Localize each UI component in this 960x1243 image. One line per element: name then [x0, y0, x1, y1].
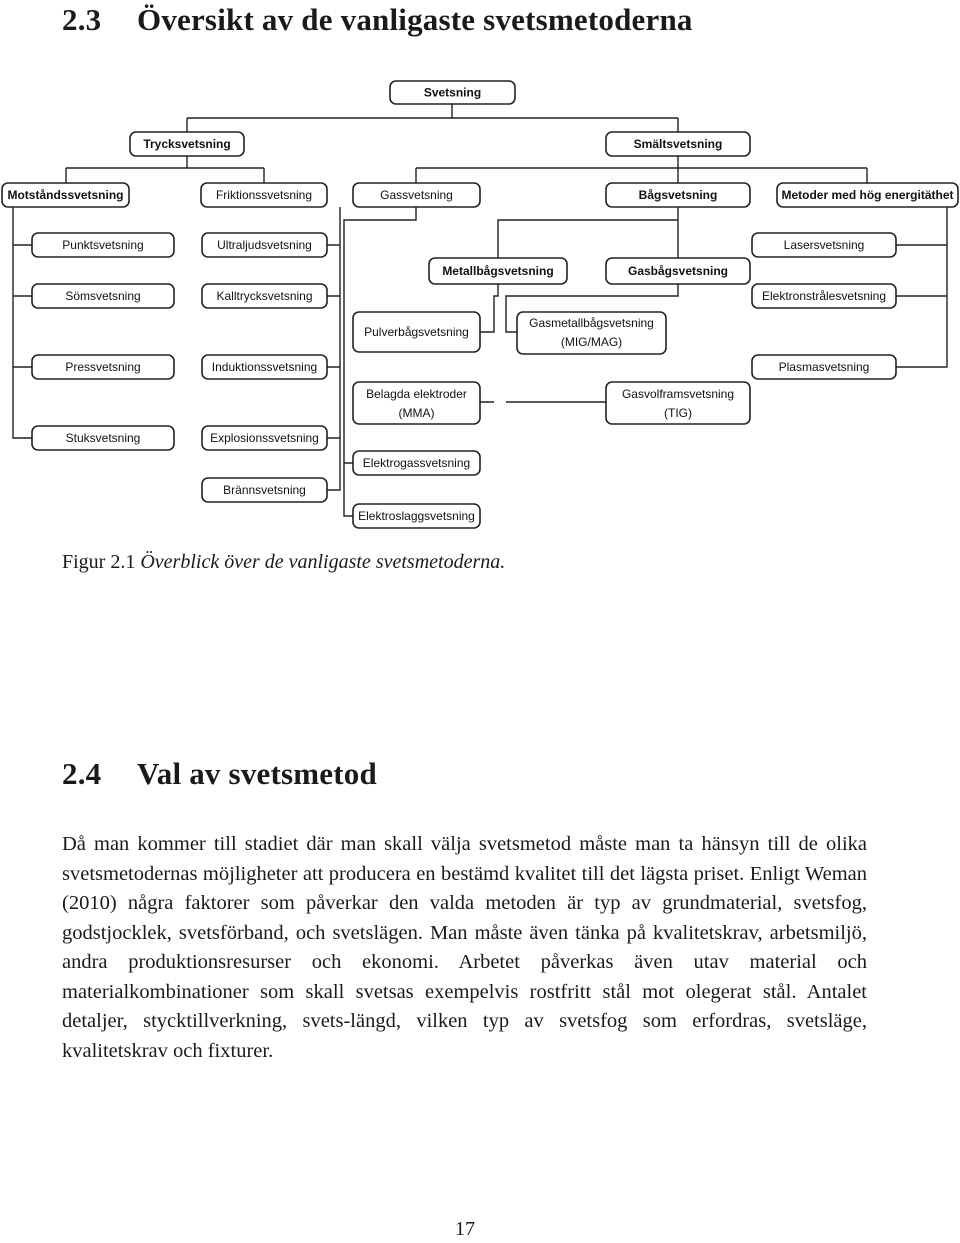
box-gasmetallbagsvetsning [517, 312, 666, 354]
box-gasbagsvetsning [606, 258, 750, 284]
box-gasvolframsvetsning [606, 382, 750, 424]
section-heading-2-3 [62, 2, 693, 38]
box-kalltrycksvetsning [202, 284, 327, 308]
box-smaltsvetsning [606, 132, 750, 156]
box-belagda-elektroder [353, 382, 480, 424]
box-label: Belagda elektroder [366, 387, 467, 401]
box-trycksvetsning [130, 132, 244, 156]
box-explosionssvetsning [202, 426, 327, 450]
box-label: Trycksvetsning [143, 137, 231, 151]
box-induktionssvetsning [202, 355, 327, 379]
box-label: Kalltrycksvetsning [216, 289, 313, 303]
box-metallbagsvetsning [429, 258, 567, 284]
body-paragraph: Då man kommer till stadiet där man skall välja svetsmetod måste man ta hänsyn till de olika svetsmetodernas möjligheter att producera en bestämd kvalitet till det lägsta priset. Enligt Weman (2010) några faktorer som påverkar den valda metoden är typ av grundmaterial, svetsfog, godstjocklek, svetsförband, och svetslägen. Man måste även tänka på kvalitetskrav, arbetsmiljö, andra produktionsresurser och ekonomi. Arbetet påverkas även utav material och materialkombinationer som skall svetsas exempelvis rostfritt stål mot olegerat stål. Antalet detaljer, stycktillverkning, svets-längd, vilken typ av svetsfog som erfordras, svetsläge, kvalitetskrav och fixturer. [62, 833, 867, 1062]
section-title: Översikt av de vanligaste svetsmetoderna [137, 2, 693, 37]
box-somsvetsning [32, 284, 174, 308]
box-label: Elektronstrålesvetsning [761, 289, 887, 303]
box-pressvetsning [32, 355, 174, 379]
box-label: Elektroslaggsvetsning [358, 509, 475, 523]
caption-label: Figur 2.1 [62, 551, 136, 573]
box-label: Gasvolframsvetsning [621, 387, 735, 401]
box-label: Bågsvetsning [638, 188, 718, 202]
box-label: Gasmetallbågsvetsning [529, 316, 654, 330]
box-label: Ultraljudsvetsning [217, 238, 312, 252]
box-plasmasvetsning [752, 355, 896, 379]
box-svetsning [390, 81, 515, 104]
box-friktionssvetsning [201, 183, 327, 207]
box-pulverbagsvetsning [353, 312, 480, 352]
caption-text: Överblick över de vanligaste svetsmetoderna. [140, 551, 506, 573]
box-brannsvetsning [202, 478, 327, 502]
box-label: Pulverbågsvetsning [364, 325, 469, 339]
box-label: Sömsvetsning [65, 289, 141, 303]
box-label: Svetsning [423, 85, 482, 100]
box-label: Gassvetsning [380, 188, 453, 202]
page-number: 17 [455, 1218, 475, 1240]
box-elektronstralesvetsning [752, 284, 896, 308]
section-number: 2.3 [62, 2, 102, 37]
box-motstandssvetsning [2, 183, 129, 207]
box-sublabel: (MIG/MAG) [560, 335, 623, 349]
box-label: Motståndssvetsning [7, 188, 124, 202]
box-label: Brännsvetsning [223, 483, 306, 497]
figure-caption [62, 551, 505, 574]
box-ultraljudsvetsning [202, 233, 327, 257]
box-label: Gasbågsvetsning [627, 264, 729, 278]
box-sublabel: (MMA) [398, 406, 435, 420]
box-label: Explosionssvetsning [210, 431, 319, 445]
box-label: Lasersvetsning [783, 238, 865, 252]
section-title: Val av svetsmetod [137, 756, 377, 791]
box-label: Elektrogassvetsning [362, 456, 471, 470]
box-lasersvetsning [752, 233, 896, 257]
section-number: 2.4 [62, 756, 102, 791]
box-hog-energitathet [777, 183, 958, 207]
box-label: Stuksvetsning [65, 431, 141, 445]
box-gassvetsning [353, 183, 480, 207]
box-bagsvetsning [606, 183, 750, 207]
box-stuksvetsning [32, 426, 174, 450]
box-label: Punktsvetsning [62, 238, 144, 252]
box-label: Smältsvetsning [633, 137, 723, 151]
box-label: Metallbågsvetsning [442, 264, 554, 278]
box-label: Friktionssvetsning [215, 188, 313, 202]
section-heading-2-4 [62, 756, 377, 792]
box-label: Metoder med hög energitäthet [781, 188, 954, 202]
box-elektrogassvetsning [353, 451, 480, 475]
box-label: Induktionssvetsning [211, 360, 318, 374]
box-punktsvetsning [32, 233, 174, 257]
box-label: Plasmasvetsning [778, 360, 870, 374]
welding-methods-diagram [0, 72, 960, 534]
box-sublabel: (TIG) [664, 406, 692, 420]
box-label: Pressvetsning [65, 360, 141, 374]
box-elektroslaggsvetsning [353, 504, 480, 528]
